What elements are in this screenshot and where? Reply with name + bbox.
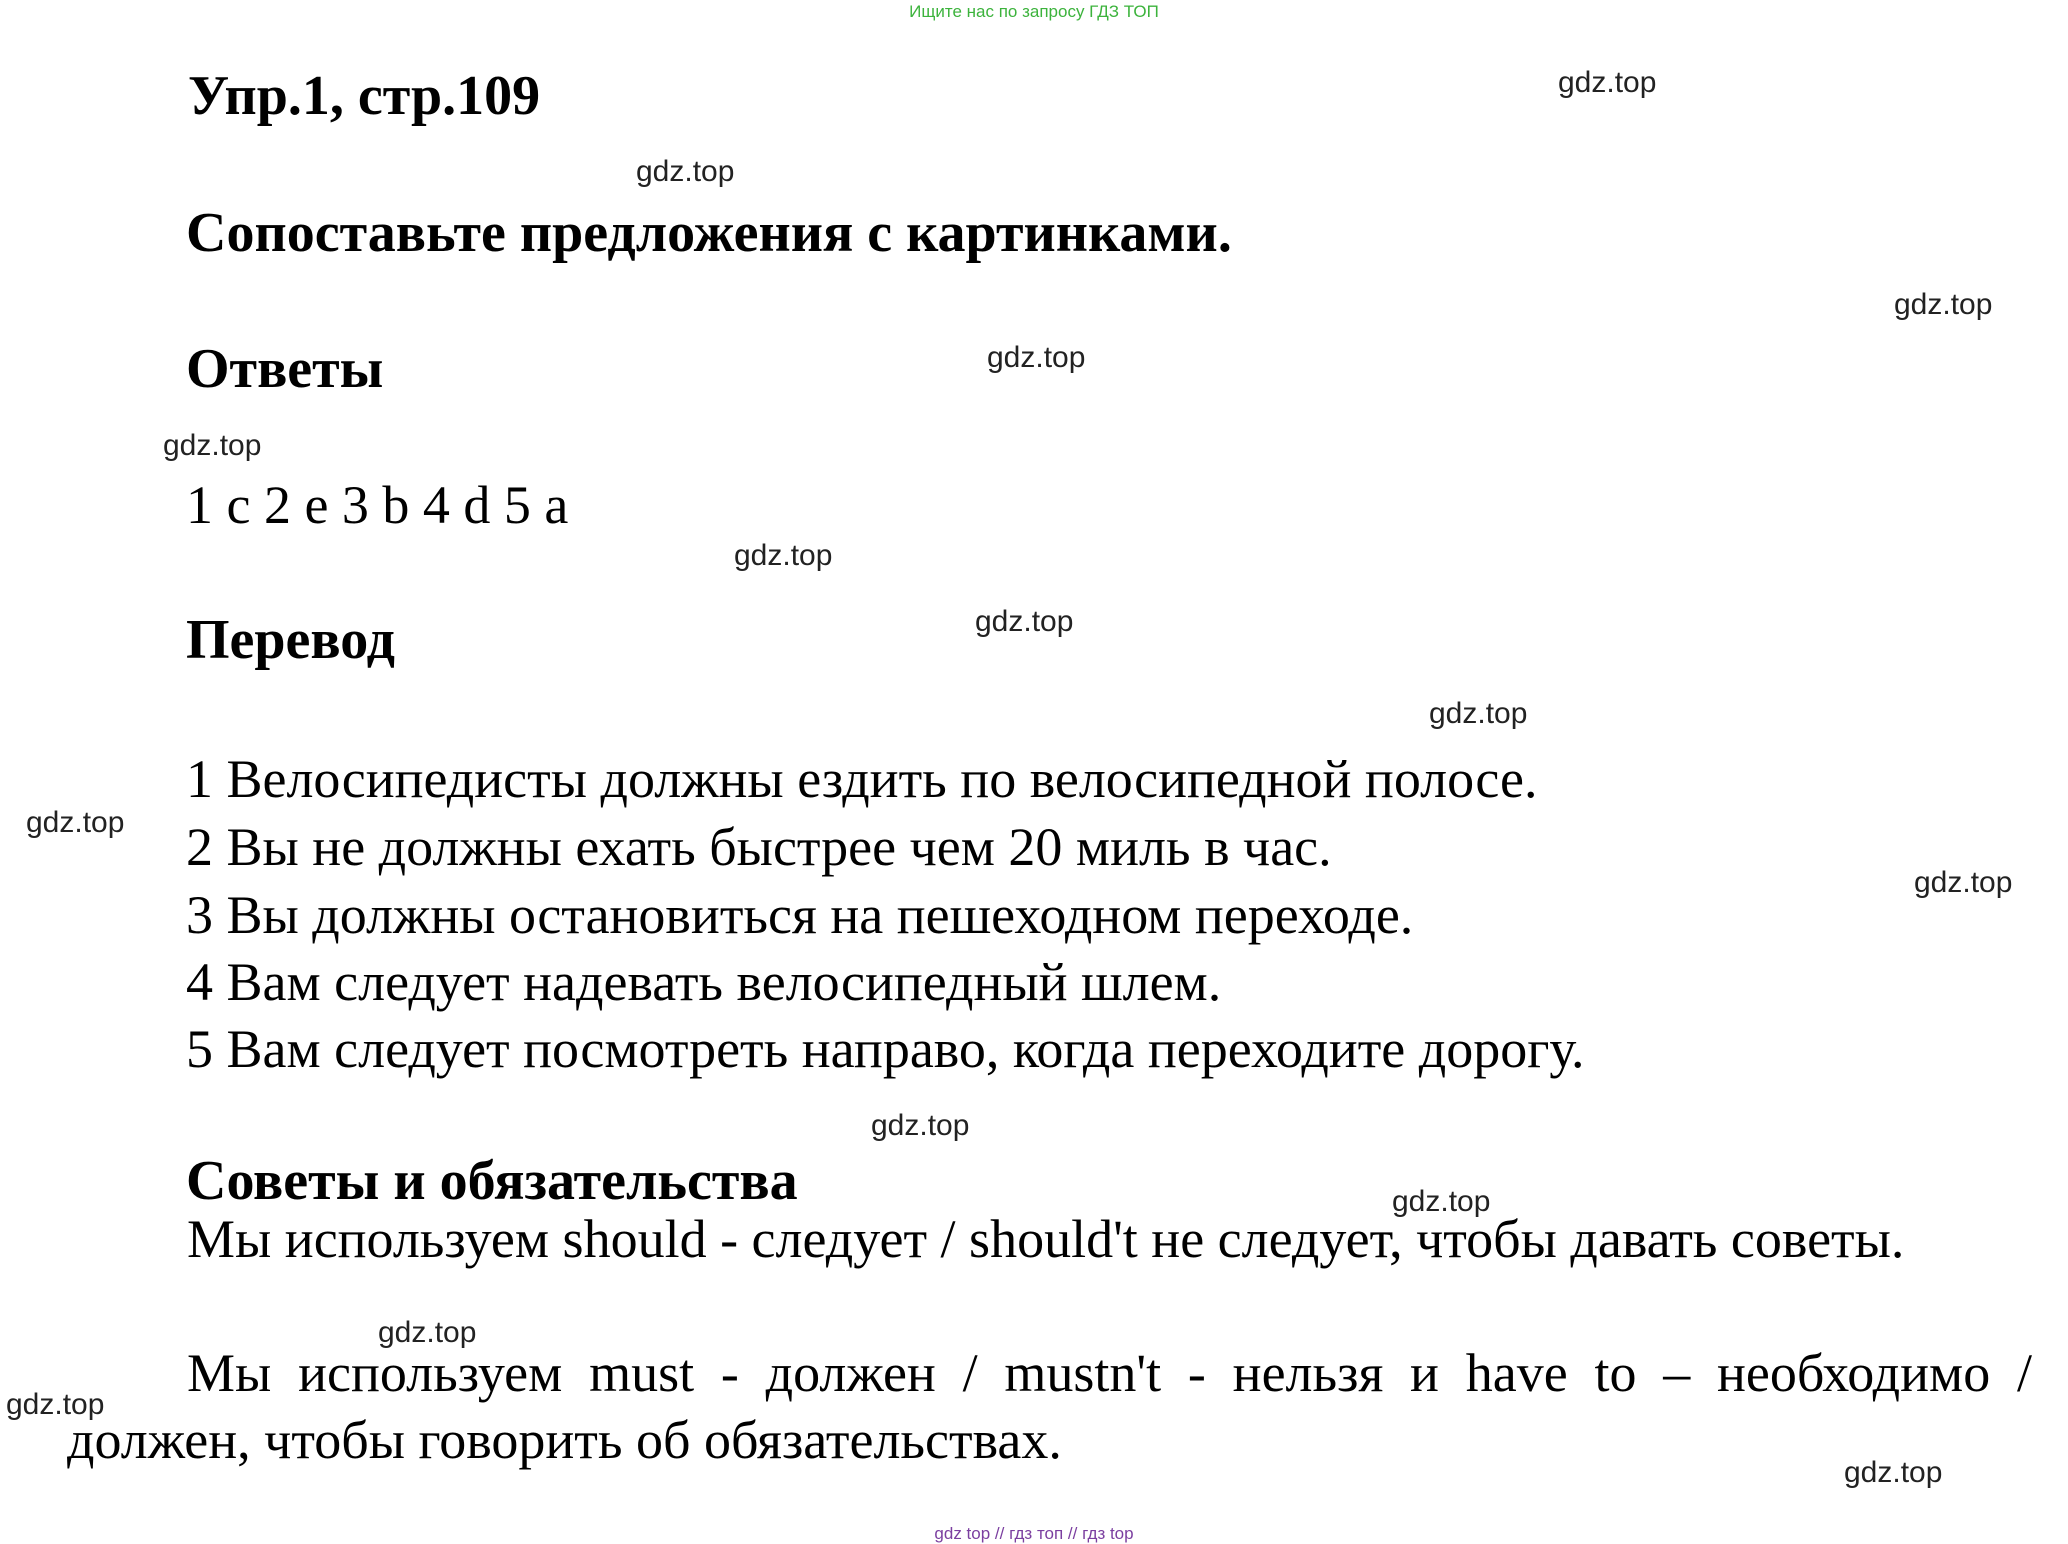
translation-heading: Перевод bbox=[186, 609, 395, 671]
translation-line: 4 Вам следует надевать велосипедный шлем. bbox=[186, 952, 1222, 1012]
watermark: gdz.top bbox=[378, 1316, 477, 1349]
obligation-paragraph: Мы используем must - должен / mustn't - нельзя и have to – необходимо / должен, чтобы говорить об обязательствах. bbox=[67, 1343, 2032, 1470]
watermark: gdz.top bbox=[1844, 1456, 1943, 1489]
watermark: gdz.top bbox=[871, 1109, 970, 1142]
answers-text: 1 c 2 e 3 b 4 d 5 a bbox=[186, 475, 569, 535]
watermark: gdz.top bbox=[636, 155, 735, 188]
bottom-banner: gdz top // гдз топ // гдз top bbox=[934, 1524, 1134, 1543]
top-banner: Ищите нас по запросу ГДЗ ТОП bbox=[909, 2, 1159, 21]
watermark: gdz.top bbox=[6, 1388, 105, 1421]
translation-line: 2 Вы не должны ехать быстрее чем 20 миль в час. bbox=[186, 817, 1332, 877]
watermark: gdz.top bbox=[975, 605, 1074, 638]
translation-line: 3 Вы должны остановиться на пешеходном переходе. bbox=[186, 885, 1414, 945]
watermark: gdz.top bbox=[1392, 1185, 1491, 1218]
watermark: gdz.top bbox=[1558, 66, 1657, 99]
watermark: gdz.top bbox=[1429, 697, 1528, 730]
advice-heading: Советы и обязательства bbox=[186, 1150, 798, 1212]
advice-paragraph: Мы используем should - следует / should't не следует, чтобы давать советы. bbox=[187, 1209, 1905, 1269]
watermark: gdz.top bbox=[163, 429, 262, 462]
watermark: gdz.top bbox=[987, 341, 1086, 374]
watermark: gdz.top bbox=[1894, 288, 1993, 321]
page-title: Упр.1, стр.109 bbox=[188, 65, 541, 127]
watermark: gdz.top bbox=[734, 539, 833, 572]
watermark: gdz.top bbox=[26, 806, 125, 839]
task-text: Сопоставьте предложения с картинками. bbox=[186, 202, 1232, 264]
answers-heading: Ответы bbox=[186, 338, 384, 400]
translation-line: 1 Велосипедисты должны ездить по велосипедной полосе. bbox=[186, 749, 1538, 809]
translation-line: 5 Вам следует посмотреть направо, когда переходите дорогу. bbox=[186, 1019, 1585, 1079]
watermark: gdz.top bbox=[1914, 866, 2013, 899]
